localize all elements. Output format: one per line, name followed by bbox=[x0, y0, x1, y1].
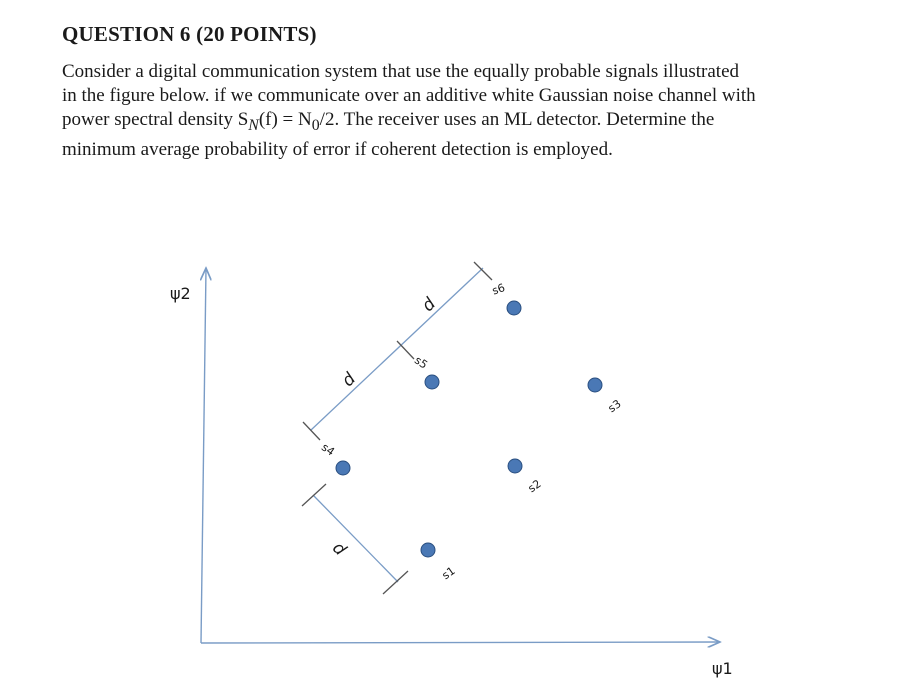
dimension-tick-5 bbox=[383, 571, 408, 594]
psd-tail: /2. The receiver uses an ML detector. Determine the bbox=[319, 109, 715, 130]
psd-zero: 0 bbox=[311, 116, 320, 134]
y-axis bbox=[201, 268, 206, 643]
distance-label-upper-right: d bbox=[418, 294, 440, 316]
distance-label-upper-left: d bbox=[338, 369, 360, 391]
question-line-1: Consider a digital communication system that use the equally probable signals illustrated bbox=[62, 61, 739, 82]
signal-label-s1: s1 bbox=[439, 564, 458, 583]
dimension-tick-3 bbox=[474, 262, 492, 280]
signal-point-s4 bbox=[336, 461, 350, 475]
dimension-line-lower bbox=[313, 495, 398, 582]
signal-label-s6: s6 bbox=[490, 281, 507, 298]
signal-label-s5: s5 bbox=[412, 353, 430, 372]
x-axis bbox=[201, 642, 720, 643]
question-heading: QUESTION 6 (20 POINTS) bbox=[62, 22, 317, 46]
signal-label-s4: s4 bbox=[319, 440, 337, 459]
question-line-2: in the figure below. if we communicate over an additive white Gaussian noise channel with bbox=[62, 85, 756, 106]
question-line-4: minimum average probability of error if coherent detection is employed. bbox=[62, 138, 613, 160]
signal-point-s2 bbox=[508, 459, 522, 473]
signal-label-s3: s3 bbox=[605, 397, 624, 416]
signal-point-s1 bbox=[421, 543, 435, 557]
y-axis-label: ψ2 bbox=[170, 284, 191, 303]
dimension-tick-4 bbox=[302, 484, 326, 506]
signal-point-s3 bbox=[588, 378, 602, 392]
psd-subscript: N bbox=[248, 116, 259, 134]
x-axis-label: ψ1 bbox=[712, 659, 733, 678]
dimension-tick-2 bbox=[397, 341, 414, 359]
psd-expression: (f) = N bbox=[258, 109, 312, 130]
psd-prefix: power spectral density S bbox=[62, 109, 249, 130]
distance-label-lower: d bbox=[328, 538, 350, 560]
signal-point-s6 bbox=[507, 301, 521, 315]
dimension-line-upper bbox=[311, 268, 483, 430]
signal-point-s5 bbox=[425, 375, 439, 389]
signal-label-s2: s2 bbox=[525, 477, 544, 496]
